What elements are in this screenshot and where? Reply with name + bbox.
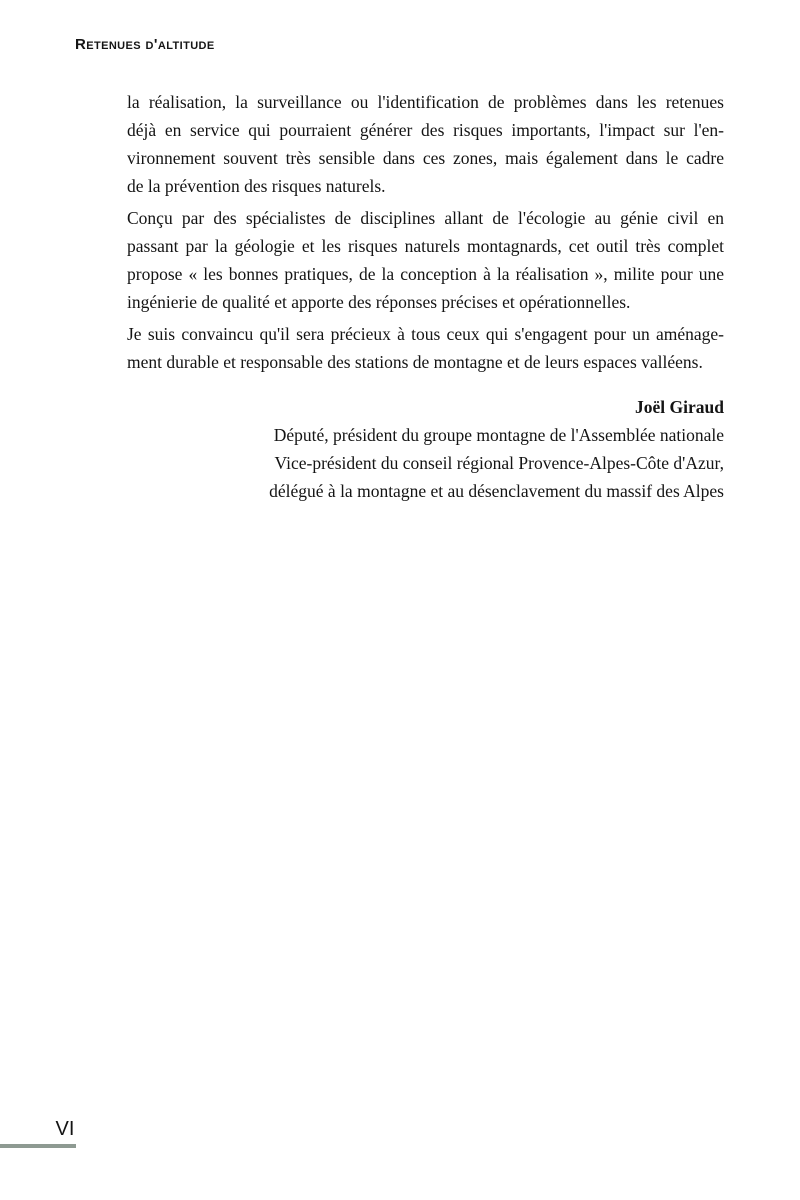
- paragraph-line: ment durable et responsable des stations de montagne et de leurs espaces valléens.: [127, 352, 703, 372]
- body-paragraph: [127, 88, 724, 200]
- signature-title: délégué à la montagne et au désenclavement du massif des Alpes: [269, 481, 724, 501]
- signature-title: Vice-président du conseil régional Provence-Alpes-Côte d'Azur,: [274, 453, 724, 473]
- signature-title: Député, président du groupe montagne de l'Assemblée nationale: [273, 425, 724, 445]
- paragraph-line: la réalisation, la surveillance ou l'identification de problèmes dans les retenues: [127, 92, 724, 112]
- body-paragraph: [127, 204, 724, 316]
- paragraph-line: de la prévention des risques naturels.: [127, 176, 386, 196]
- paragraph-line: vironnement souvent très sensible dans ces zones, mais également dans le cadre: [127, 148, 724, 168]
- paragraph-line: propose « les bonnes pratiques, de la conception à la réalisation », milite pour une: [127, 264, 724, 284]
- paragraph-line: ingénierie de qualité et apporte des réponses précises et opérationnelles.: [127, 292, 631, 312]
- paragraph-line: déjà en service qui pourraient générer des risques importants, l'impact sur l'en-: [127, 120, 724, 140]
- page-number: VI: [55, 1118, 75, 1140]
- paragraph-line: passant par la géologie et les risques naturels montagnards, cet outil très complet: [127, 236, 724, 256]
- signature-block: [127, 393, 724, 505]
- body-text: [127, 88, 724, 505]
- running-header: Retenues d'altitude: [75, 36, 215, 53]
- signature-name: Joël Giraud: [635, 397, 724, 417]
- footer-rule: [0, 1144, 76, 1148]
- body-paragraph: [127, 320, 724, 376]
- paragraph-line: Je suis convaincu qu'il sera précieux à tous ceux qui s'engagent pour un aménage-: [127, 324, 724, 344]
- paragraph-line: Conçu par des spécialistes de disciplines allant de l'écologie au génie civil en: [127, 208, 724, 228]
